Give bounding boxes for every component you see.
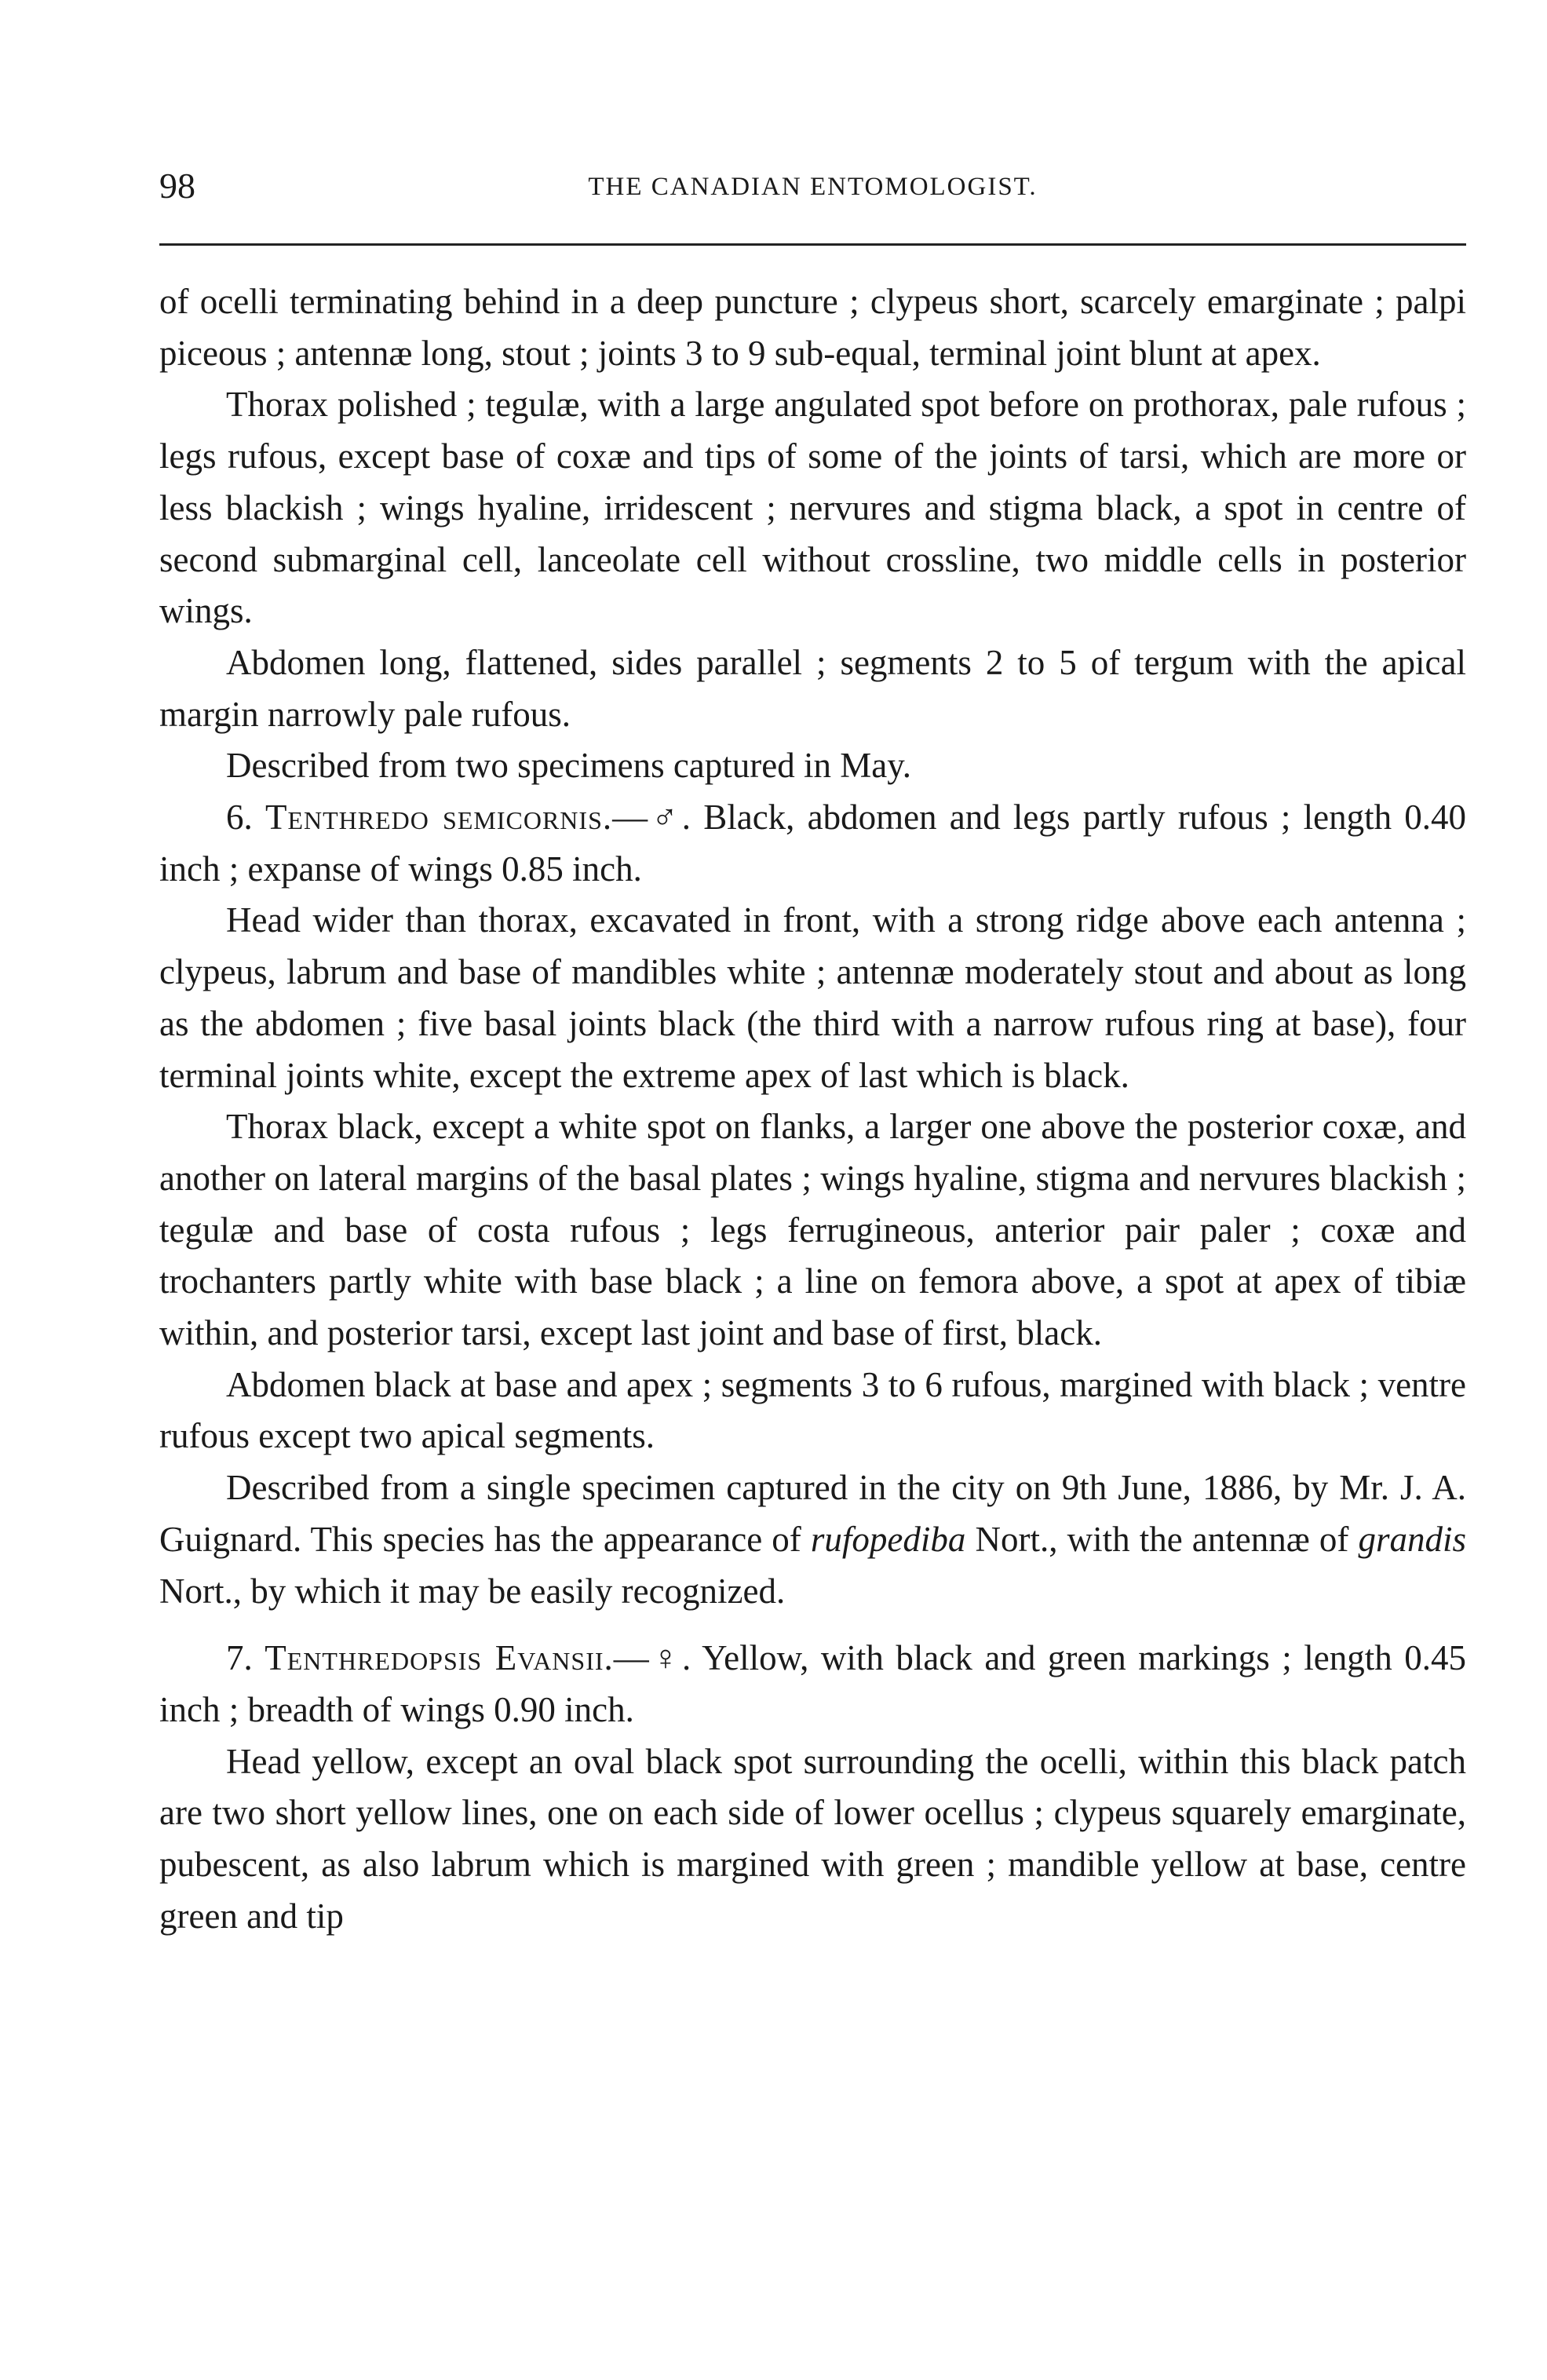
paragraph: Head yellow, except an oval black spot surrounding the ocelli, within this black patch are two short yellow lines, one on each side of lower ocellus ; clypeus squarely emarginate, pubescent, as also labrum which is margined with green ; mandible yellow at base, centre green and tip	[159, 1741, 1466, 1936]
sex-symbol: —♂.	[612, 798, 691, 838]
species-reference: grandis	[1358, 1519, 1466, 1559]
text-run: Nort., by which it may be easily recognized.	[159, 1571, 786, 1611]
body-text	[159, 276, 1466, 1943]
text-run: Nort., with the antennæ of	[965, 1519, 1359, 1559]
sex-symbol: —♀.	[613, 1638, 691, 1678]
species-summary: Yellow, with black and green markings ; length 0.45 inch ; breadth of wings 0.90 inch.	[159, 1638, 1467, 1729]
page-header	[159, 166, 1466, 214]
paragraph: Head wider than thorax, excavated in front, with a strong ridge above each antenna ; clypeus, labrum and base of mandibles white ; antennæ moderately stout and about as long as the abdomen ; five basal joints black (the third with a narrow rufous ring at base), four terminal joints white, except the extreme apex of last which is black.	[159, 900, 1466, 1095]
paragraph: of ocelli terminating behind in a deep puncture ; clypeus short, scarcely emarginate ; palpi piceous ; antennæ long, stout ; joints 3 to 9 sub-equal, terminal joint blunt at apex.	[159, 282, 1466, 373]
text-run: Described from a single specimen captured in the city on 9th June, 1886, by Mr. J. A. Guignard. This species has the appearance of	[159, 1468, 1466, 1559]
header-rule	[159, 243, 1466, 246]
running-title: THE CANADIAN ENTOMOLOGIST.	[588, 173, 1038, 201]
paragraph: Thorax polished ; tegulæ, with a large angulated spot before on prothorax, pale rufous ; legs rufous, except base of coxæ and tips of some of the joints of tarsi, which are more or less blackish ; wings hyaline, irridescent ; nervures and stigma black, a spot in centre of second submarginal cell, lanceolate cell without crossline, two middle cells in posterior wings.	[159, 385, 1466, 631]
species-entry	[159, 792, 1466, 895]
paragraph: Abdomen black at base and apex ; segments 3 to 6 rufous, margined with black ; ventre rufous except two apical segments.	[159, 1364, 1466, 1456]
species-summary: Black, abdomen and legs partly rufous ; length 0.40 inch ; expanse of wings 0.85 inch.	[159, 798, 1467, 889]
paragraph: Described from two specimens captured in May.	[226, 746, 912, 786]
paragraph	[159, 1462, 1466, 1617]
species-name: Tenthredopsis Evansii.	[265, 1638, 614, 1678]
paragraph: Thorax black, except a white spot on flanks, a larger one above the posterior coxæ, and another on lateral margins of the basal plates ; wings hyaline, stigma and nervures blackish ; tegulæ and base of costa rufous ; legs ferrugineous, anterior pair paler ; coxæ and trochanters partly white with base black ; a line on femora above, a spot at apex of tibiæ within, and posterior tarsi, except last joint and base of first, black.	[159, 1107, 1466, 1353]
species-reference: rufopediba	[810, 1519, 966, 1559]
species-name: Tenthredo semicornis.	[265, 798, 613, 838]
species-number: 6.	[226, 798, 253, 838]
paragraph: Abdomen long, flattened, sides parallel ; segments 2 to 5 of tergum with the apical margin narrowly pale rufous.	[159, 642, 1466, 734]
page-number: 98	[159, 166, 195, 206]
species-number: 7.	[226, 1638, 253, 1678]
species-entry	[159, 1633, 1466, 1736]
